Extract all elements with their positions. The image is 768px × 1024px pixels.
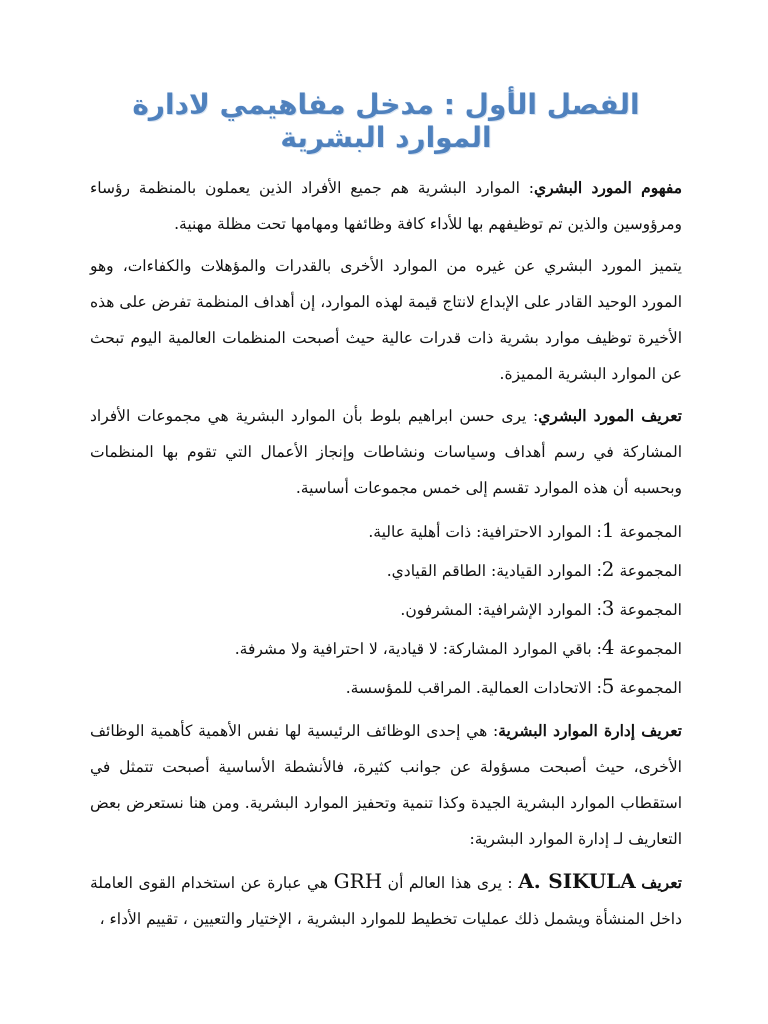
paragraph-sikula-definition [90,863,682,937]
group-number: 2 [601,557,615,581]
list-item-group-2 [90,551,682,590]
group-text: : الموارد الاحترافية: ذات أهلية عالية. [368,523,602,541]
list-item-group-1 [90,512,682,551]
text-sikula-1: : يرى هذا العالم أن [382,874,519,892]
paragraph-human-resource-distinction [90,248,682,392]
text-hrm-definition: : هي إحدى الوظائف الرئيسية لها نفس الأهمية كأهمية الوظائف الأخرى، حيث أصبحت مسؤولة عن جوانب كثيرة، فالأنشطة الأساسية أصبحت تتمثل في استقطاب الموارد البشرية الجيدة وكذا تنمية وتحفيز الموارد البشرية. ومن هنا نستعرض بعض التعاريف لـ إدارة الموارد البشرية: [90,722,682,848]
group-label: المجموعة [619,679,682,697]
list-item-group-5 [90,668,682,707]
groups-list [90,512,682,707]
chapter-title: الفصل الأول : مدخل مفاهيمي لادارة الموارد البشرية [132,88,640,154]
paragraph-human-resource-concept [90,170,682,242]
acronym-grh: GRH [333,869,383,893]
group-label: المجموعة [619,523,682,541]
term-human-resource-definition: تعريف المورد البشري [538,406,682,425]
text-sikula-2: هي عبارة عن استخدام القوى العاملة داخل المنشأة ويشمل ذلك عمليات تخطيط للموارد البشرية ، الإختيار والتعيين ، تقييم الأداء ، [90,874,682,928]
group-label: المجموعة [619,562,682,580]
list-item-group-4 [90,629,682,668]
group-label: المجموعة [619,640,682,658]
group-label: المجموعة [619,601,682,619]
term-hrm-definition: تعريف إدارة الموارد البشرية [498,721,682,740]
term-sikula-definition: تعريف [641,873,682,892]
group-number: 1 [601,518,615,542]
list-item-group-3 [90,590,682,629]
text-human-resource-definition: : يرى حسن ابراهيم بلوط بأن الموارد البشرية هي مجموعات الأفراد المشاركة في رسم أهداف وسياسات ونشاطات وإنجاز الأعمال التي تقوم بها المنظمات وبحسبه أن هذه الموارد تقسم إلى خمس مجموعات أساسية. [90,407,682,497]
group-text: : الاتحادات العمالية. المراقب للمؤسسة. [345,679,602,697]
group-text: : الموارد القيادية: الطاقم القيادي. [386,562,602,580]
text-human-resource-concept: : الموارد البشرية هم جميع الأفراد الذين يعملون بالمنظمة رؤساء ومرؤوسين والذين تم توظيفهم بها للأداء كافة وظائفها ومهامها تحت مظلة مهنية. [90,179,682,233]
group-number: 3 [601,596,615,620]
text-human-resource-distinction: يتميز المورد البشري عن غيره من الموارد الأخرى بالقدرات والمؤهلات والكفاءات، وهو المورد الوحيد القادر على الإبداع لانتاج قيمة لهذه الموارد، إن أهداف المنظمة تفرض على هذه الأخيرة توظيف موارد بشرية ذات قدرات عالية حيث أصبحت المنظمات العالمية اليوم تبحث عن الموارد البشرية المميزة. [90,257,682,383]
group-number: 5 [601,674,615,698]
group-text: : باقي الموارد المشاركة: لا قيادية، لا احترافية ولا مشرفة. [234,640,602,658]
paragraph-hrm-definition [90,713,682,857]
group-text: : الموارد الإشرافية: المشرفون. [400,601,602,619]
term-human-resource-concept: مفهوم المورد البشري [533,178,682,197]
author-name: A. SIKULA [518,869,636,893]
group-number: 4 [601,635,615,659]
paragraph-human-resource-definition [90,398,682,506]
